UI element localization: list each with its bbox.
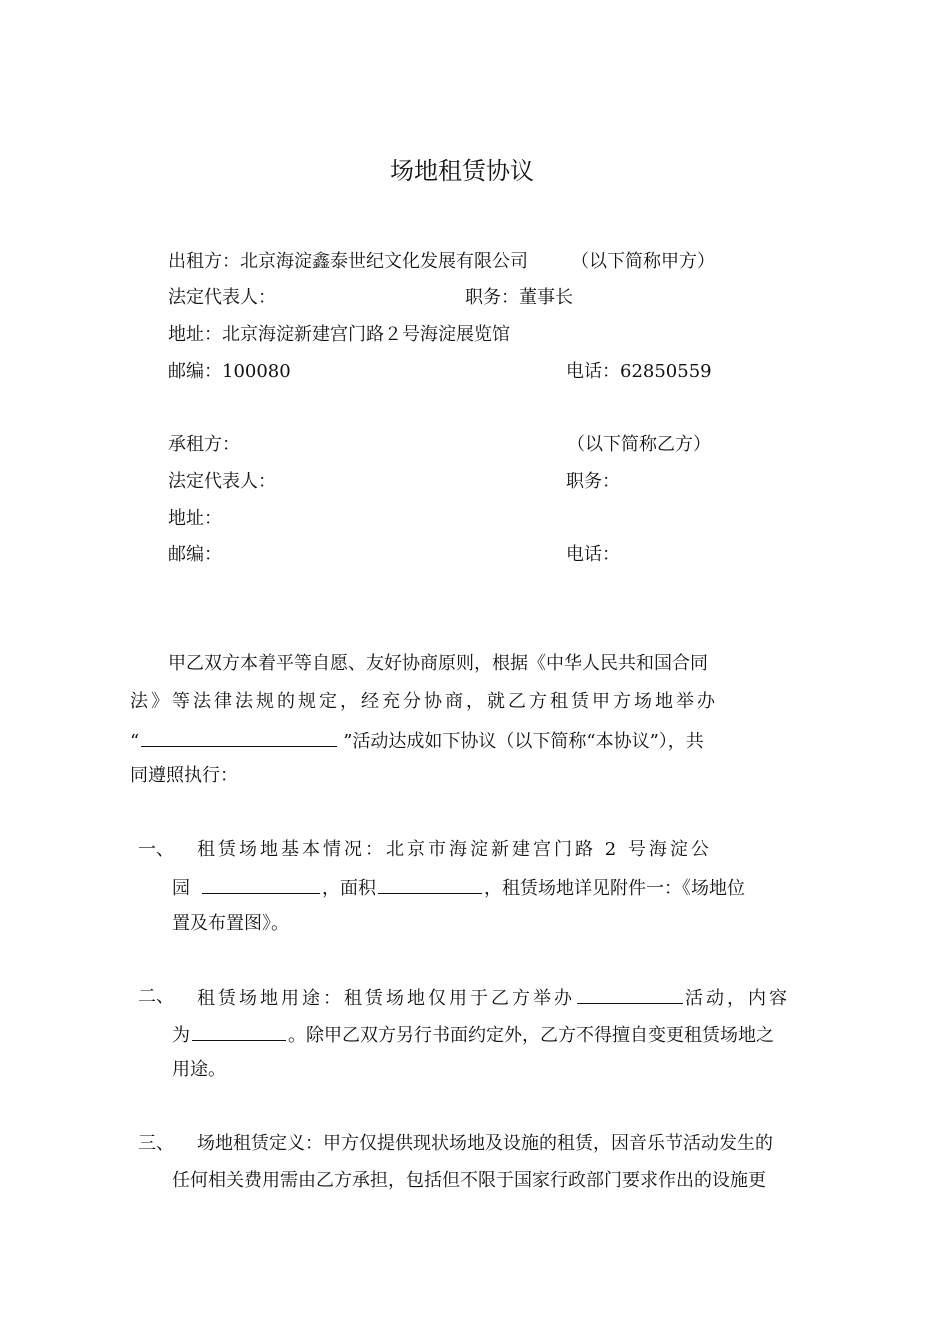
park-name-blank <box>202 875 320 894</box>
clause-text: 租赁场地用途：租赁场地仅用于乙方举办 <box>197 988 575 1009</box>
clause-text: ，租赁场地详见附件一：《场地位 <box>484 878 745 899</box>
clause-line <box>172 1022 774 1048</box>
clause-text: 活动，内容 <box>685 988 790 1009</box>
lessor-phone: 电话：62850559 <box>566 361 712 382</box>
preamble-line: 法》等法律法规的规定，经充分协商，就乙方租赁甲方场地举办 <box>130 691 718 712</box>
clause-line <box>172 875 745 901</box>
lessor-address: 地址：北京海淀新建宫门路２号海淀展览馆 <box>168 324 510 345</box>
content-blank <box>192 1022 286 1041</box>
lessee-phone: 电话： <box>566 544 620 565</box>
lessor-alias: （以下简称甲方） <box>571 251 715 272</box>
lessor-postcode: 邮编：100080 <box>168 361 291 382</box>
clause-number: 三、 <box>138 1133 174 1154</box>
lessee-alias: （以下简称乙方） <box>567 434 711 455</box>
clause-line: 用途。 <box>172 1059 226 1080</box>
preamble-line-text: ”活动达成如下协议（以下简称“本协议”），共 <box>343 731 704 752</box>
clause-line: 租赁场地基本情况：北京市海淀新建宫门路 2 号海淀公 <box>197 839 712 860</box>
quote-open: “ <box>130 731 140 752</box>
lessor-position: 职务：董事长 <box>465 287 573 308</box>
clause-line: 置及布置图》。 <box>172 913 289 934</box>
activity-name-blank <box>141 728 337 747</box>
area-blank <box>378 875 482 894</box>
preamble-line: 甲乙双方本着平等自愿、友好协商原则，根据《中华人民共和国合同 <box>168 653 708 674</box>
clause-text: ，面积 <box>322 878 376 899</box>
clause-text: 为 <box>172 1025 190 1046</box>
document-title: 场地租赁协议 <box>390 157 534 185</box>
clause-number: 一、 <box>138 839 174 860</box>
lessor-legal-rep: 法定代表人： <box>168 287 276 308</box>
preamble-line <box>130 728 704 754</box>
lessee-party: 承租方： <box>168 434 240 455</box>
clause-line: 场地租赁定义：甲方仅提供现状场地及设施的租赁，因音乐节活动发生的 <box>197 1133 773 1154</box>
preamble-line: 同遵照执行： <box>130 765 238 786</box>
lessee-postcode: 邮编： <box>168 544 222 565</box>
clause-line: 任何相关费用需由乙方承担，包括但不限于国家行政部门要求作出的设施更 <box>172 1170 766 1191</box>
lessor-party: 出租方：北京海淀鑫泰世纪文化发展有限公司 <box>168 251 528 272</box>
clause-text: 。除甲乙双方另行书面约定外，乙方不得擅自变更租赁场地之 <box>288 1025 774 1046</box>
activity-blank <box>577 985 683 1004</box>
clause-line <box>197 985 790 1011</box>
lessee-address: 地址： <box>168 508 222 529</box>
lessee-legal-rep: 法定代表人： <box>168 471 276 492</box>
lessee-position: 职务： <box>566 471 620 492</box>
clause-number: 二、 <box>138 986 174 1007</box>
clause-text: 园 <box>172 878 190 899</box>
